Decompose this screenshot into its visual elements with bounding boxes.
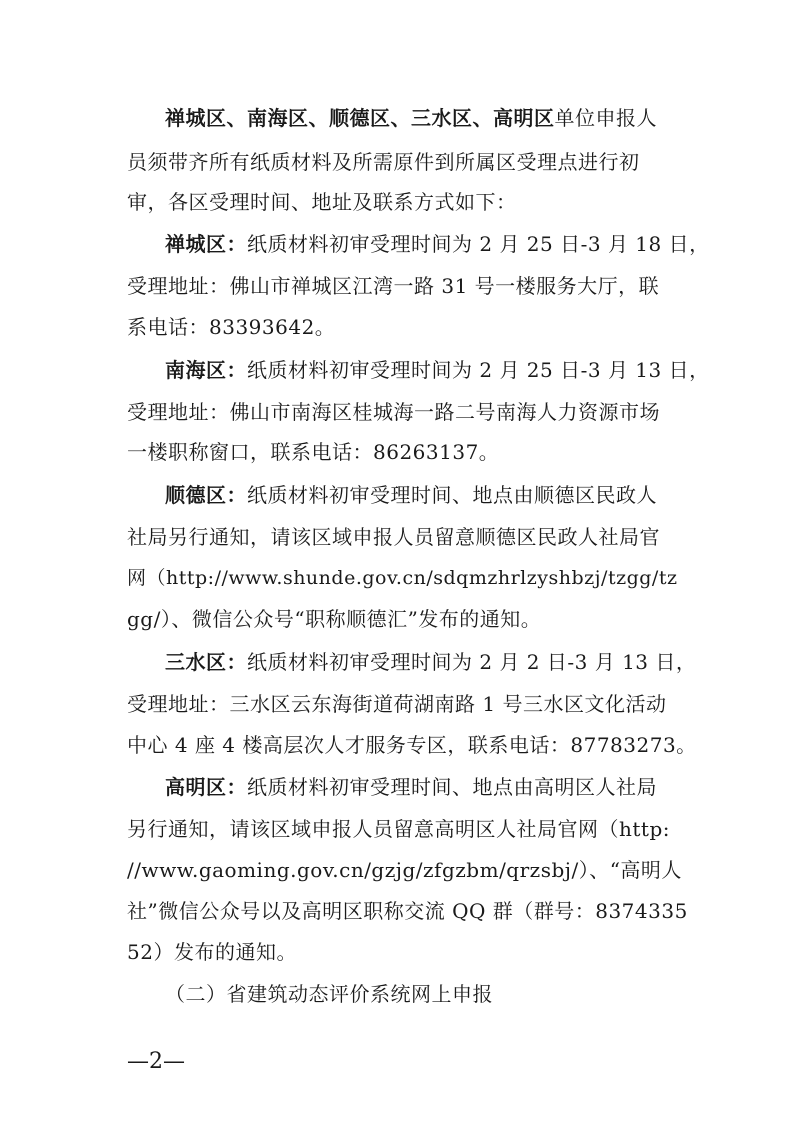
gaoming-line-3: //www.gaoming.gov.cn/gzjg/zfgzbm/qrzsbj/）、“高明人 [127,858,682,882]
section-heading: （二）省建筑动态评价系统网上申报 [165,982,493,1006]
gaoming-line-5: 52）发布的通知。 [127,940,297,964]
chancheng-label: 禅城区： [165,232,247,256]
gaoming-line-2: 另行通知，请该区域申报人员留意高明区人社局官网（http: [127,817,670,841]
gaoming-line-1 [165,773,657,801]
intro-line-1 [165,104,657,132]
intro-districts: 禅城区、南海区、顺德区、三水区、高明区 [165,106,555,130]
shunde-line-4: gg/）、微信公众号“职称顺德汇”发布的通知。 [127,607,542,631]
intro-line-2: 员须带齐所有纸质材料及所需原件到所属区受理点进行初 [127,150,640,174]
gaoming-line-4: 社”微信公众号以及高明区职称交流 QQ 群（群号：8374335 [127,899,688,923]
shunde-line-3: 网（http://www.shunde.gov.cn/sdqmzhrlzyshbzj/tzgg/tz [127,567,678,589]
shunde-line-1-rest: 纸质材料初审受理时间、地点由顺德区民政人 [247,483,657,507]
sanshui-line-2: 受理地址：三水区云东海街道荷湖南路 1 号三水区文化活动 [127,692,667,716]
nanhai-line-2: 受理地址：佛山市南海区桂城海一路二号南海人力资源市场 [127,400,660,424]
sanshui-line-1-rest: 纸质材料初审受理时间为 2 月 2 日-3 月 13 日， [247,650,697,674]
page-number: —2— [127,1049,185,1074]
shunde-line-2: 社局另行通知，请该区域申报人员留意顺德区民政人社局官 [127,525,660,549]
gaoming-label: 高明区： [165,775,247,799]
sanshui-label: 三水区： [165,650,247,674]
nanhai-line-1-rest: 纸质材料初审受理时间为 2 月 25 日-3 月 13 日， [247,358,710,382]
sanshui-line-3: 中心 4 座 4 楼高层次人才服务专区，联系电话：87783273。 [127,733,697,757]
chancheng-line-3: 系电话：83393642。 [127,315,336,339]
sanshui-line-1 [165,648,696,676]
shunde-label: 顺德区： [165,483,247,507]
chancheng-line-1 [165,230,710,258]
chancheng-line-1-rest: 纸质材料初审受理时间为 2 月 25 日-3 月 18 日， [247,232,710,256]
gaoming-line-1-rest: 纸质材料初审受理时间、地点由高明区人社局 [247,775,657,799]
intro-line-1-rest: 单位申报人 [554,106,657,130]
nanhai-line-3: 一楼职称窗口，联系电话：86263137。 [127,440,500,464]
nanhai-label: 南海区： [165,358,247,382]
chancheng-line-2: 受理地址：佛山市禅城区江湾一路 31 号一楼服务大厅，联 [127,274,660,298]
shunde-line-1 [165,481,657,509]
intro-line-3: 审，各区受理时间、地址及联系方式如下： [127,190,517,214]
nanhai-line-1 [165,356,710,384]
